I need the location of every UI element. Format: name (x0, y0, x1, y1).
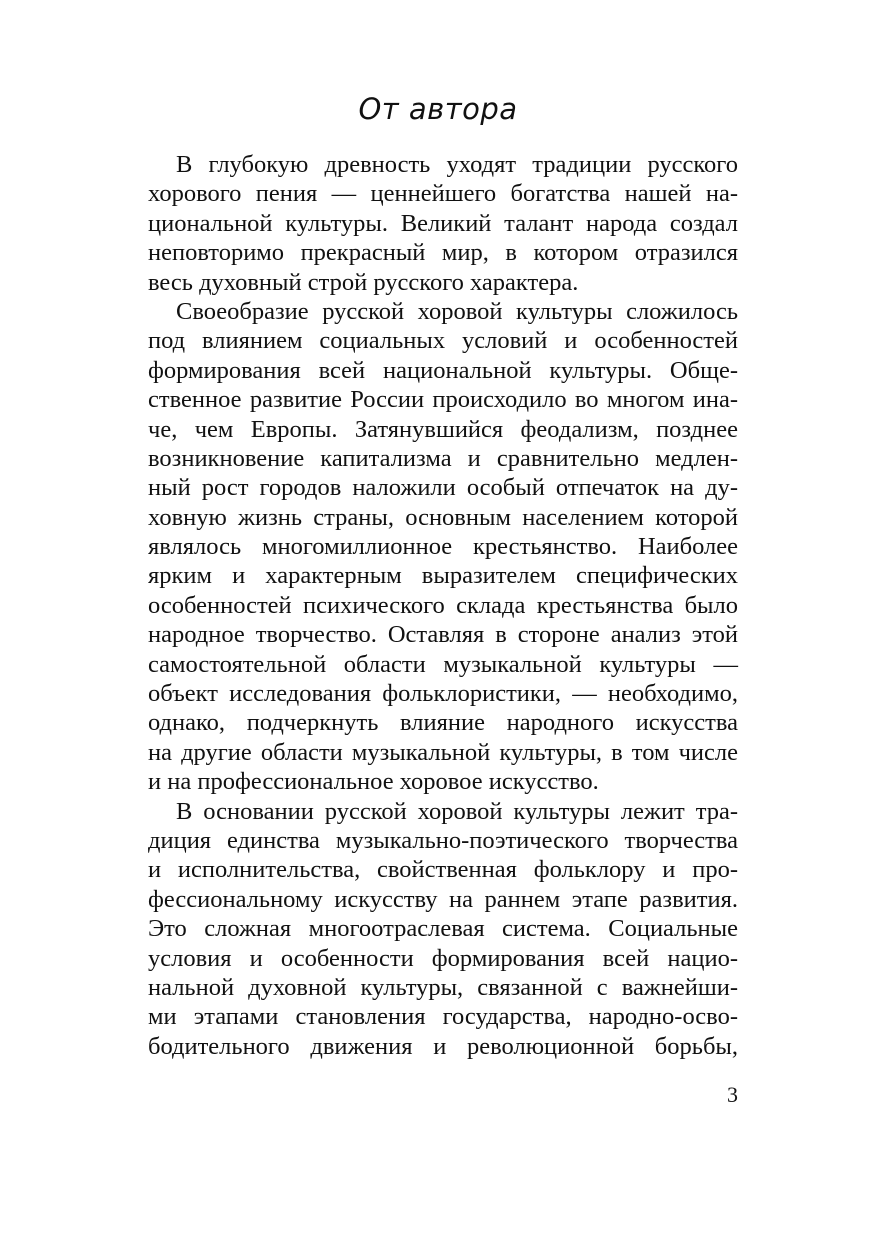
text-line: однако, подчеркнуть влияние народного искусства (148, 709, 738, 737)
text-line: ховную жизнь страны, основным населением которой (148, 503, 738, 531)
text-line: ственное развитие России происходило во многом ина- (148, 386, 738, 414)
text-line: неповторимо прекрасный мир, в котором отразился (148, 239, 738, 267)
text-line: объект исследования фольклористики, — необходимо, (148, 680, 738, 708)
text-line: Это сложная многоотраслевая система. Социальные (148, 915, 738, 943)
text-line: ми этапами становления государства, народно-осво- (148, 1003, 738, 1031)
text-line: фессиональному искусству на раннем этапе развития. (148, 885, 738, 913)
text-line: народное творчество. Оставляя в стороне анализ этой (148, 621, 738, 649)
text-line: особенностей психического склада крестьянства было (148, 591, 738, 619)
chapter-title: От автора (358, 92, 518, 126)
text-line: ный рост городов наложили особый отпечаток на ду- (148, 474, 738, 502)
text-line: весь духовный строй русского характера. (148, 268, 579, 296)
text-line: самостоятельной области музыкальной культуры — (148, 650, 738, 678)
text-line: являлось многомиллионное крестьянство. Наиболее (148, 533, 738, 561)
text-line: под влиянием социальных условий и особенностей (148, 327, 738, 355)
text-line: и на профессиональное хоровое искусство. (148, 768, 599, 796)
body-text (148, 150, 738, 1061)
text-line: на другие области музыкальной культуры, в том числе (148, 738, 738, 766)
text-line: хорового пения — ценнейшего богатства нашей на- (148, 180, 738, 208)
text-line: В основании русской хоровой культуры лежит тра- (176, 797, 738, 825)
text-line: диция единства музыкально-поэтического творчества (148, 826, 738, 854)
text-line: формирования всей национальной культуры. Обще- (148, 356, 738, 384)
text-line: условия и особенности формирования всей нацио- (148, 944, 738, 972)
page-number: 3 (727, 1082, 738, 1107)
text-line: Своеобразие русской хоровой культуры сложилось (176, 297, 738, 325)
text-line: возникновение капитализма и сравнительно медлен- (148, 444, 738, 472)
text-line: циональной культуры. Великий талант народа создал (148, 209, 738, 237)
text-line: че, чем Европы. Затянувшийся феодализм, позднее (148, 415, 738, 443)
text-line: В глубокую древность уходят традиции русского (176, 151, 738, 178)
text-line: нальной духовной культуры, связанной с важнейши- (148, 973, 738, 1001)
text-line: бодительного движения и революционной борьбы, (148, 1032, 738, 1060)
text-line: ярким и характерным выразителем специфических (148, 562, 738, 590)
text-line: и исполнительства, свойственная фольклору и про- (148, 856, 738, 884)
